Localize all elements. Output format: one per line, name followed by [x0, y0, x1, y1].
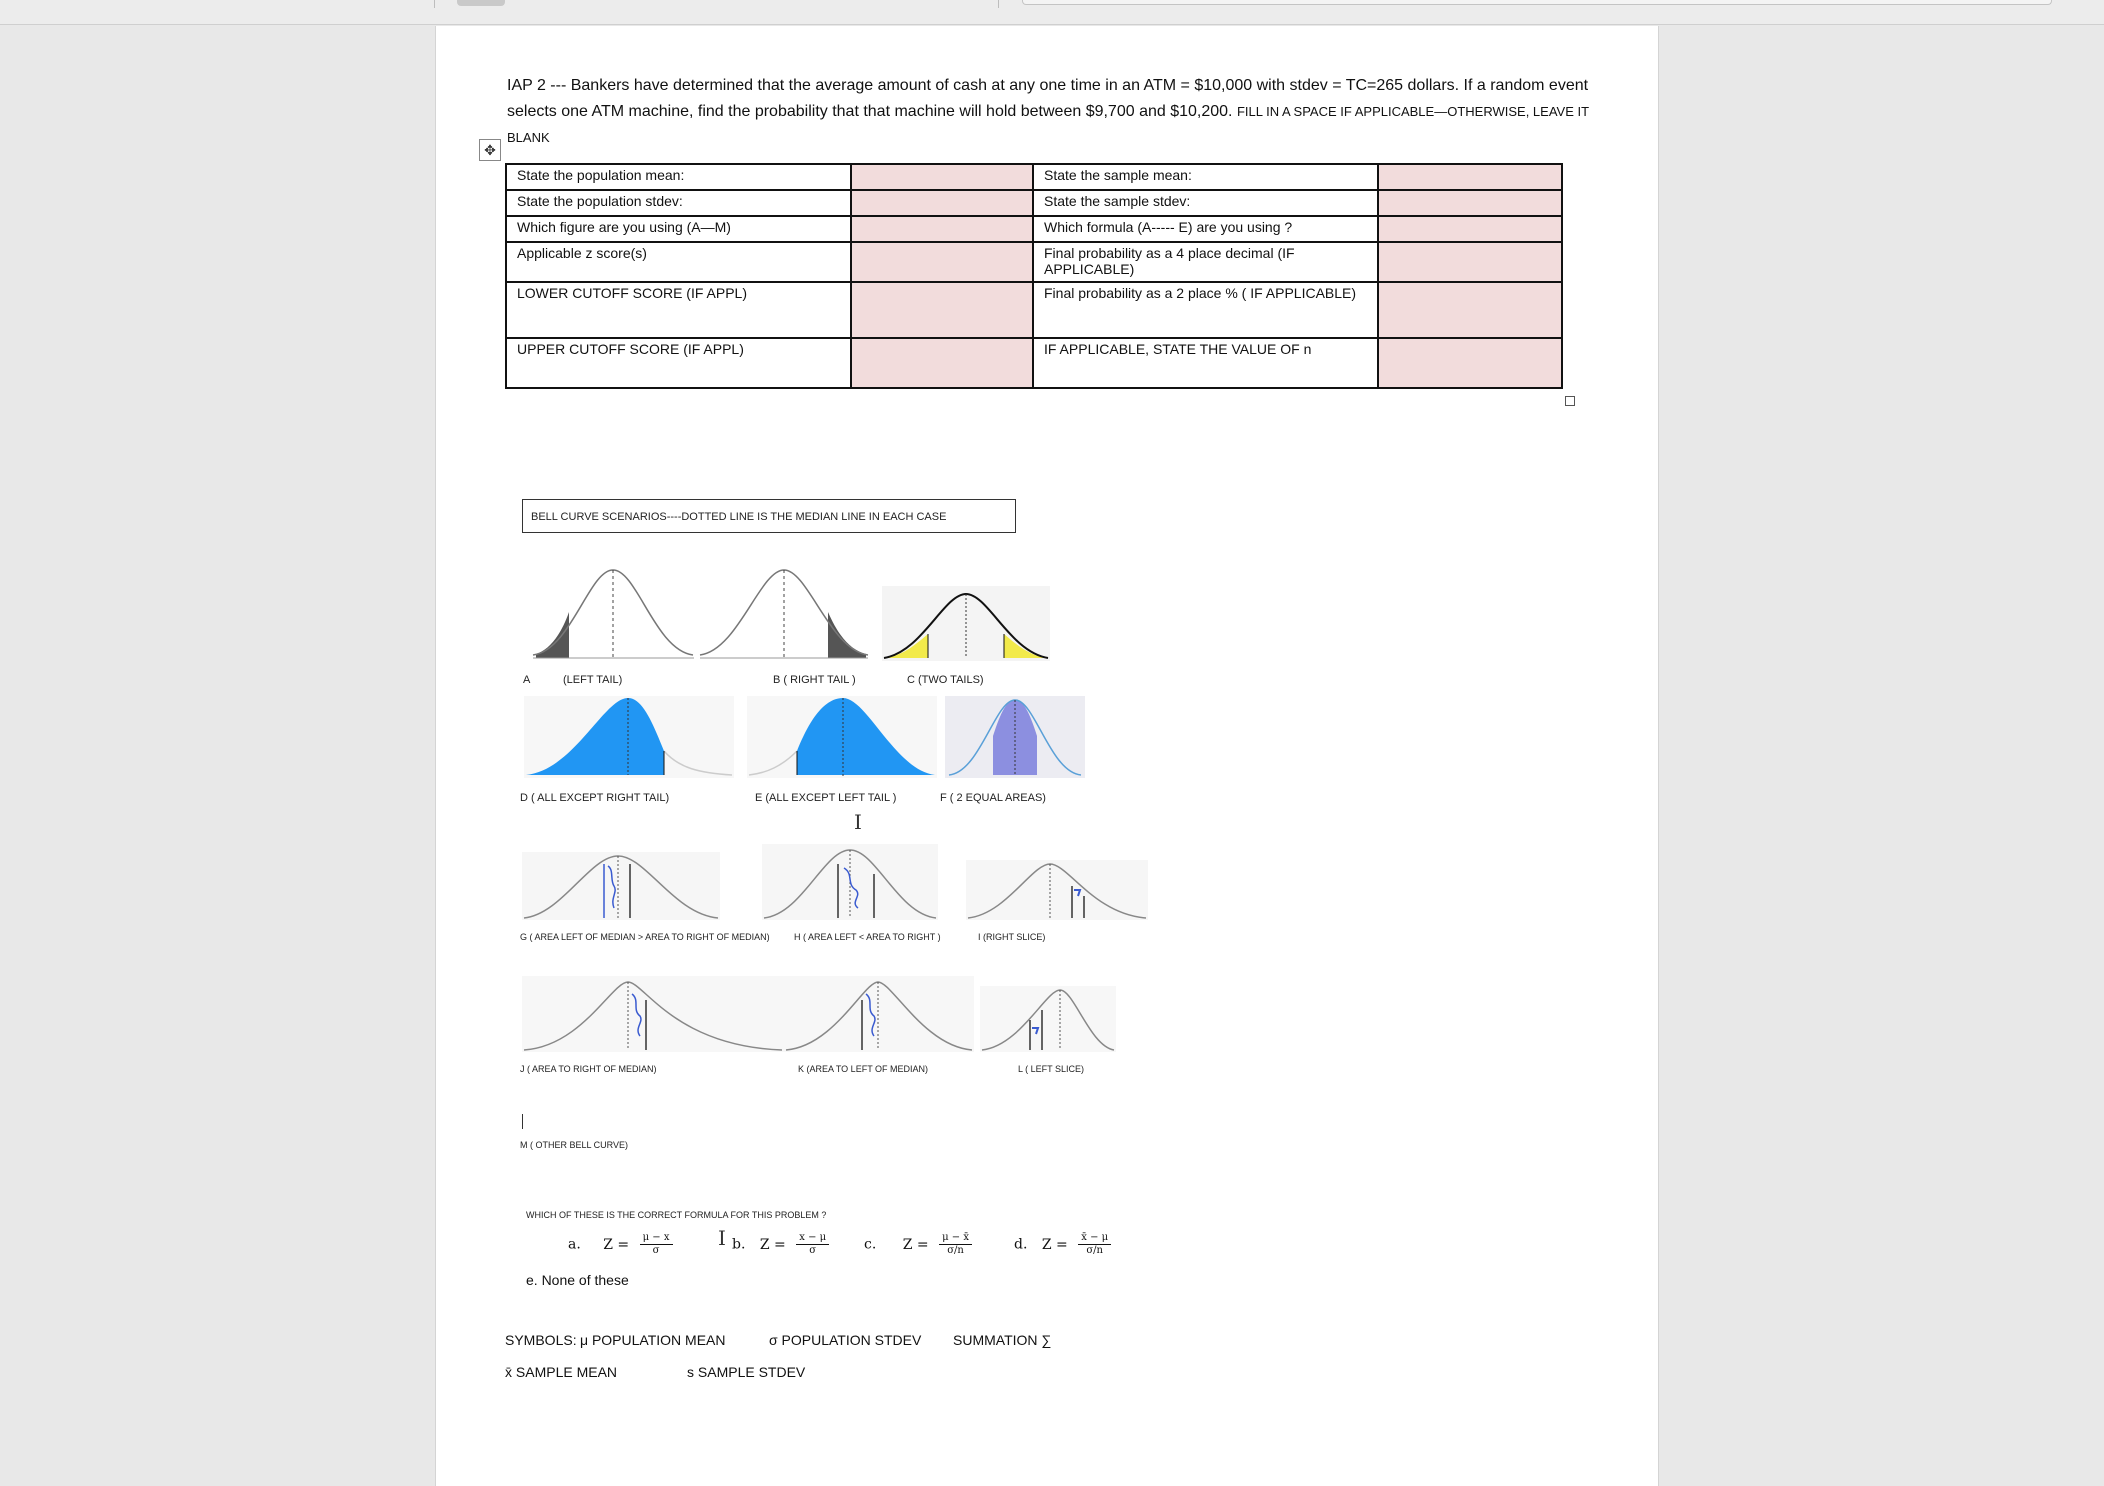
- scenarios-title-box: BELL CURVE SCENARIOS----DOTTED LINE IS THE MEDIAN LINE IN EACH CASE: [522, 499, 1016, 533]
- formula-question: WHICH OF THESE IS THE CORRECT FORMULA FOR THIS PROBLEM ?: [526, 1210, 827, 1220]
- formula-a-lhs: Z =: [603, 1236, 630, 1253]
- curve-l-left-slice: [980, 986, 1116, 1052]
- formula-b-denominator: σ: [809, 1245, 817, 1256]
- table-label: State the population stdev:: [506, 190, 851, 216]
- table-row: [506, 216, 1562, 242]
- toolbar-divider: [434, 0, 435, 8]
- table-resize-handle[interactable]: [1565, 396, 1575, 406]
- formula-d-fraction: [1078, 1232, 1111, 1257]
- formula-b[interactable]: [732, 1232, 829, 1257]
- curve-f-label: F ( 2 EQUAL AREAS): [940, 792, 1046, 804]
- formula-b-fraction: [796, 1232, 829, 1257]
- formula-d-lhs: Z =: [1041, 1236, 1068, 1253]
- toolbar-divider: [998, 0, 999, 8]
- table-label: UPPER CUTOFF SCORE (IF APPL): [506, 338, 851, 388]
- curve-b-right-tail: [698, 550, 870, 660]
- curve-b-label: B ( RIGHT TAIL ): [773, 674, 856, 686]
- curve-c-label: C (TWO TAILS): [907, 674, 984, 686]
- answer-cell-population-mean[interactable]: [851, 164, 1033, 190]
- curve-i-label: I (RIGHT SLICE): [978, 932, 1046, 942]
- symbol-xbar: x̄ SAMPLE MEAN: [505, 1364, 618, 1380]
- formula-a[interactable]: [568, 1232, 673, 1257]
- curve-h-area-left-less: [762, 844, 938, 920]
- answer-table: [505, 163, 1563, 389]
- curve-e-label: E (ALL EXCEPT LEFT TAIL ): [755, 792, 897, 804]
- answer-cell-upper-cutoff[interactable]: [851, 338, 1033, 388]
- formula-b-numerator: x − μ: [796, 1232, 829, 1245]
- curve-c-two-tails: [882, 586, 1050, 661]
- problem-instruction: FILL IN A SPACE IF APPLICABLE—OTHERWISE, LEAVE IT BLANK: [507, 104, 1589, 145]
- formula-c-fraction: [939, 1232, 972, 1257]
- table-label: State the sample stdev:: [1033, 190, 1378, 216]
- curve-e-all-except-left-tail: [747, 696, 937, 778]
- curve-j-area-right-of-median: [522, 976, 784, 1052]
- formula-d-denominator: σ/n: [1086, 1245, 1103, 1256]
- document-page[interactable]: [435, 26, 1659, 1486]
- formula-c-denominator: σ/n: [947, 1245, 964, 1256]
- formula-b-label: b.: [732, 1236, 746, 1253]
- curve-g-area-left-greater: [522, 852, 720, 920]
- curve-l-label: L ( LEFT SLICE): [1018, 1064, 1085, 1074]
- formula-c[interactable]: [864, 1232, 972, 1257]
- curve-d-all-except-right-tail: [524, 696, 734, 778]
- table-label: State the sample mean:: [1033, 164, 1378, 190]
- formula-d[interactable]: [1014, 1232, 1111, 1257]
- problem-text: IAP 2 --- Bankers have determined that the average amount of cash at any one time in an ATM = $10,000 with stdev = TC=265 dollars. If a random event selects one ATM machine, find the probability that that machine will hold between $9,700 and $10,200.: [507, 77, 1589, 120]
- table-row: [506, 190, 1562, 216]
- answer-cell-n-value[interactable]: [1378, 338, 1562, 388]
- problem-statement: [507, 73, 1597, 151]
- curve-d-label: D ( ALL EXCEPT RIGHT TAIL): [520, 792, 670, 804]
- table-label: Which figure are you using (A—M): [506, 216, 851, 242]
- formula-e[interactable]: e. None of these: [526, 1272, 629, 1288]
- table-row: [506, 242, 1562, 282]
- table-label: Final probability as a 4 place decimal (IF APPLICABLE): [1033, 242, 1378, 282]
- table-label: State the population mean:: [506, 164, 851, 190]
- toolbar-button[interactable]: [457, 0, 505, 6]
- formula-b-lhs: Z =: [759, 1236, 786, 1253]
- curve-k-area-left-of-median: [784, 976, 974, 1052]
- formula-d-numerator: x̄ − μ: [1078, 1232, 1111, 1245]
- curve-h-label: H ( AREA LEFT < AREA TO RIGHT ): [794, 932, 941, 942]
- table-label: Final probability as a 2 place % ( IF APPLICABLE): [1033, 282, 1378, 338]
- curve-k-label: K (AREA TO LEFT OF MEDIAN): [798, 1064, 929, 1074]
- formula-c-numerator: μ − x̄: [939, 1232, 972, 1245]
- table-label: Applicable z score(s): [506, 242, 851, 282]
- curve-i-right-slice: [966, 860, 1148, 920]
- formula-c-lhs: Z =: [902, 1236, 929, 1253]
- answer-cell-population-stdev[interactable]: [851, 190, 1033, 216]
- table-row: [506, 164, 1562, 190]
- curve-m-placeholder: [522, 1114, 523, 1129]
- table-row: [506, 338, 1562, 388]
- answer-cell-z-score[interactable]: [851, 242, 1033, 282]
- formula-a-fraction: [640, 1232, 673, 1257]
- table-label: LOWER CUTOFF SCORE (IF APPL): [506, 282, 851, 338]
- window-toolbar: [0, 0, 2104, 25]
- answer-cell-formula[interactable]: [1378, 216, 1562, 242]
- answer-cell-sample-mean[interactable]: [1378, 164, 1562, 190]
- symbol-mu: μ POPULATION MEAN: [580, 1332, 726, 1348]
- answer-cell-probability-decimal[interactable]: [1378, 242, 1562, 282]
- answer-cell-lower-cutoff[interactable]: [851, 282, 1033, 338]
- curve-a-left-tail: [531, 550, 696, 660]
- table-move-handle-icon[interactable]: ✥: [479, 139, 501, 161]
- curve-a-label: (LEFT TAIL): [563, 674, 623, 686]
- formula-a-label: a.: [568, 1236, 581, 1253]
- curve-j-label: J ( AREA TO RIGHT OF MEDIAN): [520, 1064, 657, 1074]
- symbol-sigma: σ POPULATION STDEV: [769, 1332, 922, 1348]
- answer-cell-sample-stdev[interactable]: [1378, 190, 1562, 216]
- table-label: Which formula (A----- E) are you using ?: [1033, 216, 1378, 242]
- answer-cell-probability-percent[interactable]: [1378, 282, 1562, 338]
- text-cursor-icon: I: [854, 810, 862, 834]
- table-row: [506, 282, 1562, 338]
- curve-m-label: M ( OTHER BELL CURVE): [520, 1140, 629, 1150]
- curve-f-two-equal-areas: [945, 696, 1085, 778]
- curve-a-letter: A: [523, 674, 531, 686]
- symbol-s: s SAMPLE STDEV: [687, 1364, 806, 1380]
- table-label: IF APPLICABLE, STATE THE VALUE OF n: [1033, 338, 1378, 388]
- curve-g-label: G ( AREA LEFT OF MEDIAN > AREA TO RIGHT OF MEDIAN): [520, 932, 770, 942]
- text-cursor-icon: I: [718, 1226, 726, 1250]
- formula-c-label: c.: [864, 1236, 877, 1253]
- symbol-summation: SUMMATION ∑: [953, 1332, 1052, 1348]
- formula-a-denominator: σ: [652, 1245, 660, 1256]
- symbols-label: SYMBOLS:: [505, 1332, 577, 1348]
- toolbar-field[interactable]: [1022, 0, 2052, 5]
- formula-d-label: d.: [1014, 1236, 1028, 1253]
- formula-a-numerator: μ − x: [640, 1232, 673, 1245]
- answer-cell-figure[interactable]: [851, 216, 1033, 242]
